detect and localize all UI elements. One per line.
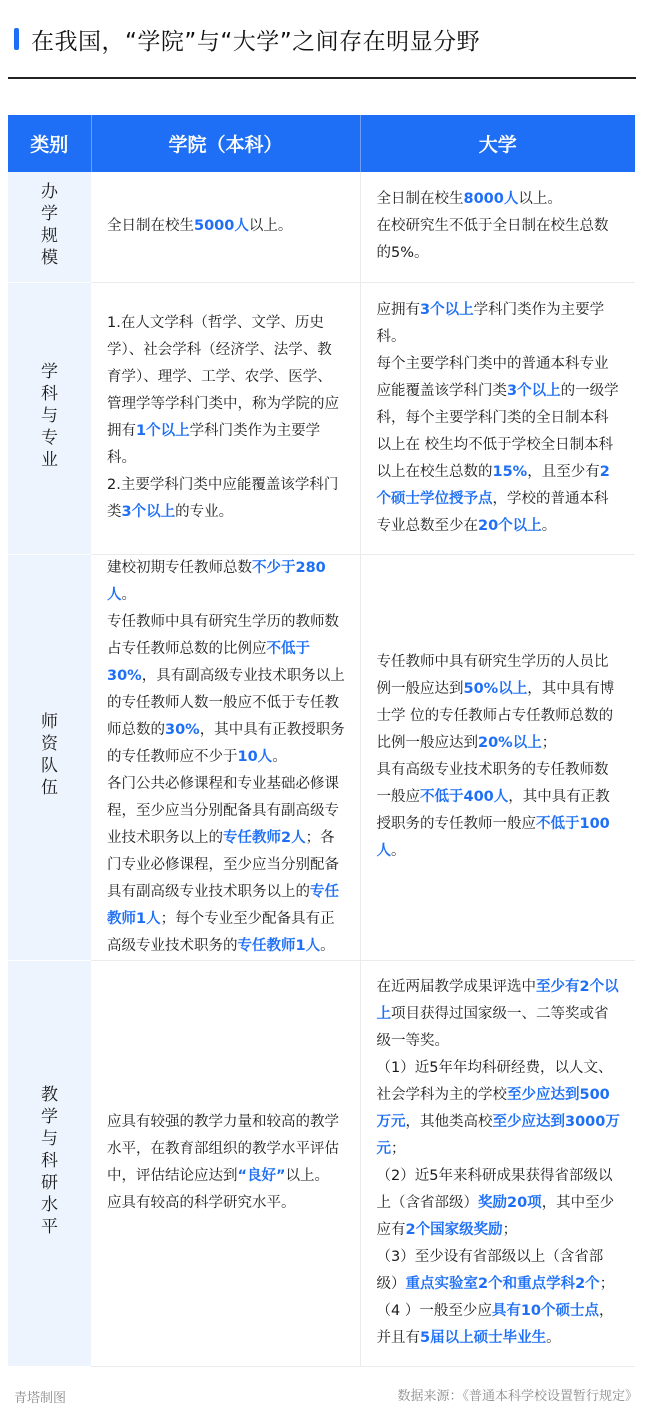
- page-title: 在我国，“学院”与“大学”之间存在明显分野: [31, 28, 481, 55]
- body-text: 的专业。: [175, 504, 234, 520]
- body-text: 学科门类作为主要学科。: [376, 301, 605, 345]
- category-label: 师资队伍: [41, 712, 58, 798]
- body-text: （4 ）一般至少应: [376, 1303, 492, 1319]
- table-row: [8, 172, 635, 282]
- row-category: [8, 282, 91, 554]
- highlight-text: 重点实验室2个和重点学科2个: [405, 1276, 600, 1292]
- cell-paragraph: [377, 213, 622, 267]
- body-text: 全日制在校生: [107, 218, 194, 235]
- cell-paragraph: [377, 974, 622, 1055]
- table-row: [8, 282, 635, 554]
- body-text: 。: [320, 937, 335, 954]
- cell-paragraph: [107, 1109, 346, 1190]
- comparison-table: [8, 115, 635, 1367]
- body-text: ，其中具有正教授职务的专任教师一般应: [376, 789, 610, 832]
- body-text: 专任教师中具有研究生学历的人员比例一般应达到: [376, 654, 609, 697]
- title-bar: [14, 24, 480, 54]
- highlight-text: 20%以上: [478, 735, 542, 751]
- body-text: 的一级学科，每个主要学科门类的全日制本科以上在 校生均不低于学校全日制本科以上在校生总数的: [376, 382, 619, 480]
- body-text: ；: [391, 1141, 406, 1157]
- highlight-text: 30%: [165, 721, 200, 738]
- category-label: 教学与科研水平: [41, 1085, 58, 1237]
- college-cell: [91, 282, 360, 554]
- highlight-text: 奖励20项: [478, 1195, 542, 1211]
- body-text: 。: [272, 748, 287, 765]
- body-text: 。: [121, 586, 136, 603]
- highlight-text: 50%以上: [463, 681, 528, 697]
- cell-paragraph: [107, 555, 346, 609]
- cell-paragraph: [377, 297, 622, 351]
- body-text: 应具有较高的科学研究水平。: [107, 1195, 296, 1211]
- highlight-text: 15%: [492, 463, 528, 480]
- cell-paragraph: [377, 1298, 622, 1352]
- body-text: 。: [391, 843, 406, 859]
- university-cell: [360, 554, 635, 960]
- body-text: 建校初期专任教师总数: [107, 559, 252, 576]
- body-text: 学科门类作为主要学科。: [107, 423, 321, 466]
- body-text: 以上。: [518, 191, 562, 208]
- university-cell: [360, 960, 635, 1366]
- table-row: [8, 554, 635, 960]
- college-cell: [91, 554, 360, 960]
- university-cell: [360, 282, 635, 554]
- highlight-text: 至少应达到500万元: [376, 1087, 610, 1130]
- college-cell: [91, 172, 360, 282]
- body-text: 在近两届教学成果评选中: [376, 979, 536, 995]
- table-header-row: [8, 115, 635, 172]
- highlight-text: 专任教师1人: [237, 937, 321, 954]
- cell-paragraph: [377, 757, 622, 865]
- body-text: （3）至少设有省部级以上（含省部级）: [376, 1249, 604, 1292]
- body-text: 全日制在校生: [376, 191, 464, 208]
- cell-paragraph: [377, 351, 622, 540]
- body-text: ，且至少有: [527, 463, 600, 480]
- highlight-text: 不低于30%: [107, 640, 310, 684]
- credit-label: 青塔制图: [14, 1391, 67, 1406]
- highlight-text: 20个以上: [478, 517, 542, 534]
- cell-paragraph: [107, 310, 346, 472]
- highlight-text: 不低于400人: [420, 789, 509, 805]
- highlight-text: 2个硕士学位授予点: [376, 463, 610, 507]
- highlight-text: 5000人: [194, 218, 249, 235]
- body-text: 各门公共必修课程和专业基础必修课程，至少应当分别配备具有副高级专业技术职务以上的: [107, 775, 339, 846]
- highlight-text: 至少应达到3000万元: [376, 1114, 620, 1157]
- body-text: 项目获得过国家级一、二等奖或省级一等奖。: [376, 1006, 609, 1049]
- cell-paragraph: [377, 186, 622, 213]
- body-text: ，其中具有正教授职务的专任教师应不少于: [107, 721, 345, 765]
- row-category: [8, 554, 91, 960]
- university-cell: [360, 172, 635, 282]
- highlight-text: 不少于280人: [107, 559, 326, 603]
- body-text: 具有高级专业技术职务的专任教师数一般应: [376, 762, 609, 805]
- highlight-text: 1个以上: [136, 423, 190, 439]
- body-text: ；: [502, 1222, 518, 1238]
- body-text: 在校研究生不低于全日制在校生总数的5%。: [376, 218, 609, 262]
- highlight-text: 不低于100人: [376, 816, 610, 859]
- body-text: 每个主要学科门类中的普通本科专业应能覆盖该学科门类: [376, 355, 609, 399]
- body-text: ，其中具有博士学 位的专任教师占专任教师总数的比例一般应达到: [376, 681, 615, 751]
- category-label: 办学规模: [41, 181, 58, 268]
- body-text: ；: [541, 735, 557, 751]
- cell-paragraph: [107, 472, 346, 526]
- highlight-text: 至少有2个以上: [376, 979, 619, 1022]
- cell-paragraph: [107, 1190, 346, 1217]
- cell-paragraph: [377, 1244, 622, 1298]
- body-text: 1.在人文学科（哲学、文学、历史学）、社会学科（经济学、法学、教育学）、理学、工学、农学、医学、管理学等学科门类中，称为学院的应拥有: [107, 315, 339, 439]
- body-text: 应具有较强的教学力量和较高的教学水平，在教育部组织的教学水平评估中，评估结论应达到: [107, 1114, 339, 1184]
- source-label: 数据来源：《普通本科学校设置暂行规定》: [397, 1389, 638, 1404]
- cell-paragraph: [107, 771, 346, 960]
- body-text: ，具有副高级专业技术职务以上的专任教师人数一般应不低于专任教师总数的: [107, 667, 345, 738]
- body-text: 专任教师中具有研究生学历的教师数占专任教师总数的比例应: [107, 613, 339, 657]
- body-text: （1）近5年年均科研经费，以人文、社会学科为主的学校: [376, 1060, 613, 1103]
- cell-paragraph: [107, 609, 346, 771]
- header-college: 学院（本科）: [91, 115, 360, 172]
- cell-paragraph: [377, 1163, 622, 1244]
- body-text: 应拥有: [376, 301, 420, 318]
- body-text: ，其他类高校: [405, 1114, 493, 1130]
- cell-paragraph: [377, 1055, 622, 1163]
- header-category: 类别: [8, 115, 91, 172]
- cell-paragraph: [377, 649, 622, 757]
- highlight-text: 3个以上: [420, 301, 474, 318]
- highlight-text: 专任教师1人: [107, 883, 339, 927]
- cell-paragraph: [107, 213, 346, 240]
- body-text: ；: [599, 1276, 615, 1292]
- header-university: 大学: [360, 115, 635, 172]
- body-text: 以上。: [248, 218, 293, 235]
- highlight-text: “良好”: [237, 1168, 286, 1184]
- body-text: （2）近5年来科研成果获得省部级以上（含省部级）: [376, 1168, 613, 1211]
- highlight-text: 3个以上: [121, 504, 176, 520]
- body-text: 2.主要学科门类中应能覆盖该学科门类: [107, 477, 339, 520]
- body-text: ，学校的普通本科专业总数至少在: [376, 490, 609, 534]
- table-row: [8, 960, 635, 1366]
- highlight-text: 3个以上: [507, 382, 561, 399]
- title-divider: [8, 77, 636, 79]
- highlight-text: 具有10个硕士点: [491, 1303, 600, 1319]
- highlight-text: 10人: [237, 748, 273, 765]
- highlight-text: 专任教师2人: [223, 829, 306, 846]
- college-cell: [91, 960, 360, 1366]
- body-text: 。: [541, 517, 557, 534]
- body-text: 。: [546, 1330, 561, 1346]
- highlight-text: 8000人: [463, 191, 519, 208]
- title-accent-bar: [14, 28, 19, 50]
- category-label: 学科与专业: [41, 362, 58, 470]
- row-category: [8, 172, 91, 282]
- body-text: ，其中至少应有: [376, 1195, 615, 1238]
- body-text: ；每个专业至少配备具有正高级专业技术职务的: [107, 910, 335, 954]
- body-text: ，并且有: [376, 1303, 614, 1346]
- row-category: [8, 960, 91, 1366]
- highlight-text: 5届以上硕士毕业生: [420, 1330, 547, 1346]
- highlight-text: 2个国家级奖励: [405, 1222, 503, 1238]
- body-text: 以上。: [285, 1168, 330, 1184]
- body-text: ；各门专业必修课程，至少应当分别配备具有副高级专业技术职务以上的: [107, 829, 339, 900]
